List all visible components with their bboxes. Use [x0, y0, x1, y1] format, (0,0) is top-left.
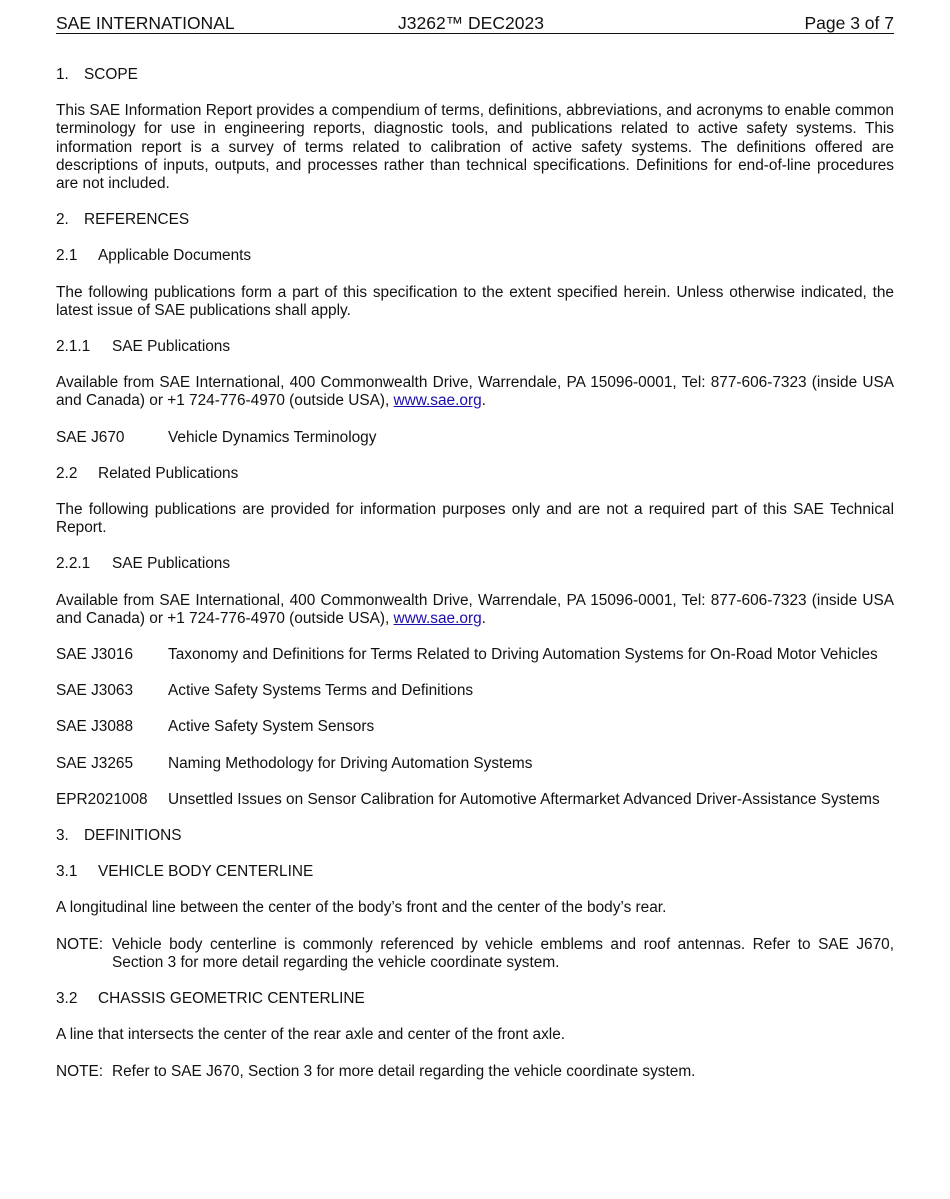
reference-id: SAE J3063 [56, 682, 134, 700]
definition-term: CHASSIS GEOMETRIC CENTERLINE [98, 990, 365, 1008]
section-scope-heading [56, 66, 894, 84]
section-number: 1. [56, 66, 69, 83]
reference-item [56, 718, 894, 736]
note-label: NOTE: [56, 1062, 104, 1080]
reference-id: EPR2021008 [56, 790, 148, 808]
definition-number: 3.2 [56, 990, 78, 1008]
definition-heading [56, 863, 894, 881]
reference-item [56, 682, 894, 700]
section-number: 2. [56, 211, 69, 229]
definition-text: A longitudinal line between the center of the body’s front and the center of the body’s rear. [56, 899, 667, 917]
subsection-number: 2.2 [56, 464, 78, 482]
related-paragraph: The following publications are provided for information purposes only and are not a required part of this SAE Technical Report. [56, 501, 894, 537]
reference-id: SAE J3016 [56, 646, 134, 664]
reference-item [56, 646, 894, 664]
section-title: SCOPE [84, 66, 138, 83]
note-label: NOTE: [56, 935, 104, 953]
reference-title: Unsettled Issues on Sensor Calibration for Automotive Aftermarket Advanced Driver-Assistance Systems [168, 790, 880, 808]
section-title: DEFINITIONS [84, 827, 182, 845]
reference-title: Vehicle Dynamics Terminology [168, 428, 377, 446]
note-text: Refer to SAE J670, Section 3 for more detail regarding the vehicle coordinate system. [112, 1062, 696, 1080]
sae-website-link[interactable]: www.sae.org [393, 392, 482, 410]
applicable-availability-paragraph [56, 374, 894, 410]
scope-paragraph: This SAE Information Report provides a compendium of terms, definitions, abbreviations, and acronyms to enable common terminology for use in engineering reports, diagnostic tools, and publications related to active safety systems. This information report is a survey of terms related to calibration of active safety systems. The definitions offered are descriptions of inputs, outputs, and processes rather than technical specifications. Definitions for end-of-line procedures are not included. [56, 102, 894, 193]
reference-item [56, 755, 894, 773]
period: . [481, 392, 486, 410]
page-header [56, 13, 894, 34]
reference-title: Taxonomy and Definitions for Terms Related to Driving Automation Systems for On-Road Motor Vehicles [168, 646, 878, 664]
period: . [481, 609, 486, 627]
subsection-related-heading [56, 465, 894, 483]
reference-item [56, 791, 894, 809]
section-title: REFERENCES [84, 211, 190, 229]
subsubsection-title: SAE Publications [112, 338, 231, 356]
related-availability-paragraph [56, 592, 894, 628]
subsubsection-number: 2.2.1 [56, 555, 91, 573]
header-page-number: Page 3 of 7 [804, 13, 894, 33]
definition-heading [56, 990, 894, 1008]
availability-text: Available from SAE International, 400 Commonwealth Drive, Warrendale, PA 15096-0001, Tel: 877-606-7323 (inside USA and Canada) or +1 724-776-4970 (outside USA), [56, 591, 894, 627]
document-body [56, 66, 894, 1099]
subsection-number: 2.1 [56, 247, 78, 265]
definition-text: A line that intersects the center of the rear axle and center of the front axle. [56, 1026, 566, 1044]
subsection-title: Applicable Documents [98, 247, 252, 265]
sae-website-link[interactable]: www.sae.org [393, 609, 482, 627]
subsubsection-title: SAE Publications [112, 555, 231, 573]
reference-item [56, 429, 894, 447]
subsection-title: Related Publications [98, 464, 239, 482]
reference-title: Active Safety System Sensors [168, 718, 375, 736]
definition-term: VEHICLE BODY CENTERLINE [98, 863, 314, 881]
subsubsection-related-sae-heading [56, 555, 894, 573]
applicable-paragraph: The following publications form a part of this specification to the extent specified herein. Unless otherwise indicated, the latest issue of SAE publications shall apply. [56, 283, 894, 319]
section-definitions-heading [56, 827, 894, 845]
header-org: SAE INTERNATIONAL [56, 13, 235, 33]
subsubsection-applicable-sae-heading [56, 338, 894, 356]
reference-title: Naming Methodology for Driving Automation Systems [168, 754, 533, 772]
section-references-heading [56, 211, 894, 229]
reference-id: SAE J670 [56, 428, 125, 446]
section-number: 3. [56, 827, 69, 845]
note-text: Vehicle body centerline is commonly referenced by vehicle emblems and roof antennas. Refer to SAE J670, Section 3 for more detail regarding the vehicle coordinate system. [112, 935, 894, 971]
reference-title: Active Safety Systems Terms and Definitions [168, 682, 474, 700]
reference-id: SAE J3088 [56, 718, 134, 736]
definition-note [56, 1063, 894, 1081]
availability-text: Available from SAE International, 400 Commonwealth Drive, Warrendale, PA 15096-0001, Tel: 877-606-7323 (inside USA and Canada) or +1 724-776-4970 (outside USA), [56, 374, 894, 410]
header-doc-id: J3262™ DEC2023 [398, 13, 544, 33]
subsubsection-number: 2.1.1 [56, 338, 91, 356]
definition-number: 3.1 [56, 863, 78, 881]
subsection-applicable-heading [56, 247, 894, 265]
reference-id: SAE J3265 [56, 754, 134, 772]
definition-note [56, 936, 894, 972]
